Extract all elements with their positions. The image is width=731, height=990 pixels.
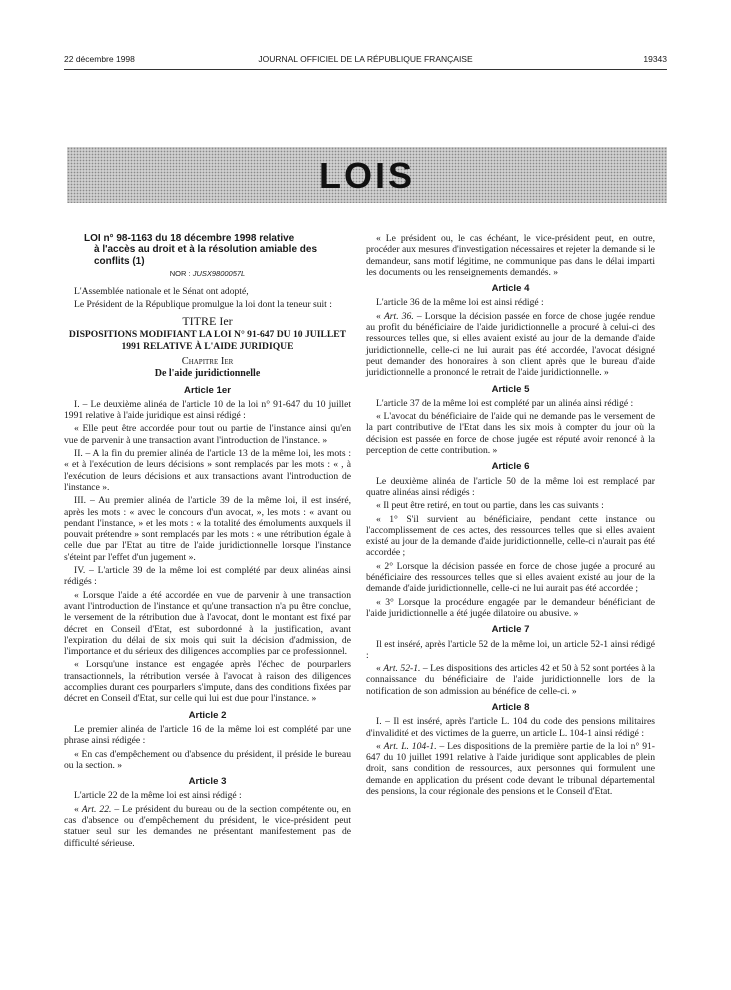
article-reference: Art. L. 104-1. xyxy=(383,740,437,752)
article-reference: Art. 36. xyxy=(383,310,414,322)
article-paragraph: « Lorsque l'aide a été accordée en vue de parvenir à une transaction avant l'introduction de l'instance et qu'une transaction n'a pu être conclue, le versement de la rétribution due à l'avocat, dont le montant est fixé par décret en Conseil d'Etat, est subordonné à la justification, avant l'expiration du délai de six mois qui suit la décision d'admission, de l'importance et du sérieux des diligences accomplies par ce professionnel. xyxy=(64,589,351,658)
article-paragraph: Le premier alinéa de l'article 16 de la même loi est complété par une phrase ainsi rédigée : xyxy=(64,723,351,747)
article-paragraph: L'article 22 de la même loi est ainsi rédigé : xyxy=(74,790,242,802)
article-paragraph: « L'avocat du bénéficiaire de l'aide qui ne demande pas le versement de la part contributive de l'Etat dans les six mois à compter du jour où la décision est passée en force de chose jugée est réputé avoir renoncé à la perception de cette contribution. » xyxy=(366,411,655,457)
article-heading: Article 7 xyxy=(491,624,530,636)
article-paragraph: « 3° Lorsque la procédure engagée par le demandeur bénéficiant de l'aide juridictionnelle a été jugée dilatoire ou abusive. » xyxy=(366,596,655,619)
journal-title: JOURNAL OFFICIEL DE LA RÉPUBLIQUE FRANÇAISE xyxy=(258,54,473,64)
article-reference: Art. 22. xyxy=(81,803,112,815)
article-paragraph: « Il peut être retiré, en tout ou partie, dans les cas suivants : xyxy=(376,500,604,512)
page-number: 19343 xyxy=(643,54,667,64)
article-paragraph: « 2° Lorsque la décision passée en force de chose jugée a procuré au bénéficiaire des ressources telles que si elles avaient existé au jour de la demande d'aide juridictionnelle, celle-ci ne lui aurait pas été accordée ; xyxy=(366,560,655,595)
article-paragraph: Il est inséré, après l'article 52 de la même loi, un article 52-1 ainsi rédigé : xyxy=(366,638,655,661)
article-paragraph: III. – Au premier alinéa de l'article 39 de la même loi, il est inséré, après les mots : « avec le concours d'un avocat, », les mots : « avant ou pendant l'instance, » et les mots : « la totalité des émoluments auxquels il pouvait prétendre » sont remplacés par les mots : « une rétribution égale à celle due par l'Etat au titre de l'aide juridictionnelle lorsque l'instance s'éteint par l'effet d'un jugement ». xyxy=(64,495,351,563)
article-paragraph: IV. – L'article 39 de la même loi est complété par deux alinéas ainsi rédigés : xyxy=(64,565,351,588)
article-text: – Les dispositions des articles 42 et 50 à 52 sont portées à la connaissance du bénéficiaire de l'aide juridictionnelle lors de la notification de son admission au bénéfice de celle-ci. » xyxy=(366,663,655,697)
article-heading: Article 3 xyxy=(188,776,227,788)
article-paragraph: « Elle peut être accordée pour tout ou partie de l'instance ainsi qu'en vue de parvenir à une transaction avant l'introduction de l'instance. » xyxy=(64,423,351,446)
nor-reference xyxy=(64,268,351,279)
article-heading: Article 1er xyxy=(184,384,231,396)
article-heading: Article 4 xyxy=(491,283,530,295)
article-paragraph: « Art. 36. – Lorsque la décision passée en force de chose jugée rendue au profit du bénéficiaire de l'aide juridictionnelle a procuré à celui-ci des ressources telles que, si elles avaient existé au jour de la demande d'aide juridictionnelle, celle-ci ne lui aurait pas été accordée, l'avocat désigné peut demander des honoraires à son client après que le bureau d'aide juridictionnelle a prononcé le retrait de l'aide juridictionnelle. » xyxy=(366,310,655,379)
nor-code: JUSX9800057L xyxy=(192,269,246,279)
section-banner xyxy=(67,147,667,203)
article-paragraph: « Art. L. 104-1. – Les dispositions de la première partie de la loi n° 91-647 du 10 juillet 1991 relative à l'aide juridique sont applicables de plein droit, sans condition de ressources, aux personnes qui formulent une demande en application du présent code devant le tribunal départemental des pensions, la cour régionale des pensions et le Conseil d'Etat. xyxy=(366,740,655,798)
law-title xyxy=(84,233,351,267)
article-paragraph: I. – Le deuxième alinéa de l'article 10 de la loi n° 91-647 du 10 juillet 1991 relative à l'aide juridique est ainsi rédigé : xyxy=(64,398,351,422)
article-paragraph: Le deuxième alinéa de l'article 50 de la même loi est remplacé par quatre alinéas ainsi rédigés : xyxy=(366,475,655,498)
law-title-line-1: LOI n° 98-1163 du 18 décembre 1998 relative xyxy=(84,233,295,244)
article-reference: Art. 52-1. xyxy=(383,663,421,675)
left-column xyxy=(64,233,351,851)
page-header xyxy=(64,54,667,68)
article-paragraph: « Art. 52-1. – Les dispositions des articles 42 et 50 à 52 sont portées à la connaissance du bénéficiaire de l'aide juridictionnelle lors de la notification de son admission au bénéfice de celle-ci. » xyxy=(366,663,655,697)
intro-paragraph: Le Président de la République promulgue la loi dont la teneur suit : xyxy=(74,298,332,310)
article-heading: Article 2 xyxy=(188,709,227,721)
article-paragraph: « Le président ou, le cas échéant, le vice-président peut, en outre, procéder aux mesures d'investigation nécessaires et rejeter la demande si le demandeur, sans motif légitime, ne communique pas dans le délai imparti les documents ou les renseignements demandés. » xyxy=(366,233,655,278)
article-paragraph: « Lorsqu'une instance est engagée après l'échec de pourparlers transactionnels, la rétribution versée à l'avocat à raison des diligences accomplies durant ces pourparlers s'impute, dans des conditions fixées par décret en Conseil d'Etat, sur celle qui lui est due pour l'instance. » xyxy=(64,659,351,705)
chapitre-title: De l'aide juridictionnelle xyxy=(154,368,261,380)
article-paragraph: « En cas d'empêchement ou d'absence du président, il préside le bureau ou la section. » xyxy=(64,748,351,771)
banner-word: LOIS xyxy=(318,155,415,196)
article-paragraph: II. – A la fin du premier alinéa de l'article 13 de la même loi, les mots : « et à l'exécution de leurs décisions » sont remplacés par les mots : « , à l'exécution de leurs décisions et aux transactions avant l'introduction de l'instance ». xyxy=(64,448,351,493)
dispositions-heading: DISPOSITIONS MODIFIANT LA LOI N° 91-647 DU 10 JUILLET 1991 RELATIVE À L'AIDE JURIDIQUE xyxy=(68,329,347,352)
article-heading: Article 8 xyxy=(491,701,530,713)
intro-paragraph: L'Assemblée nationale et le Sénat ont adopté, xyxy=(74,285,249,297)
law-title-line-2: à l'accès au droit et à la résolution amiable des conflits (1) xyxy=(94,244,318,267)
header-date: 22 décembre 1998 xyxy=(64,54,135,64)
article-heading: Article 5 xyxy=(491,383,530,395)
header-rule xyxy=(64,69,667,70)
article-paragraph: « Art. 22. – Le président du bureau ou de la section compétente ou, en cas d'absence ou d'empêchement du président, le vice-président peut statuer seul sur les demandes ne présentant manifestement pas de difficulté sérieuse. xyxy=(64,803,351,849)
article-paragraph: I. – Il est inséré, après l'article L. 104 du code des pensions militaires d'invalidité et des victimes de la guerre, un article L. 104-1 ainsi rédigé : xyxy=(366,716,655,739)
article-heading: Article 6 xyxy=(491,461,530,473)
article-text: – Le président du bureau ou de la section compétente ou, en cas d'absence ou d'empêchement du président, le vice-président peut statuer seul sur les demandes ne présentant manifestement pas de difficulté sérieuse. xyxy=(64,803,351,849)
titre-heading: TITRE Ier xyxy=(182,314,233,329)
article-paragraph: L'article 36 de la même loi est ainsi rédigé : xyxy=(376,297,544,309)
nor-label: NOR : xyxy=(169,269,191,279)
article-text: – Les dispositions de la première partie de la loi n° 91-647 du 10 juillet 1991 relative à l'aide juridique sont applicables de plein droit, sans condition de ressources, aux personnes qui formulent une demande en application du présent code devant le tribunal départemental des pensions, la cour régionale des pensions et le Conseil d'Etat. xyxy=(366,740,655,798)
chapitre-heading: Chapitre Ier xyxy=(181,356,234,367)
article-text: – Lorsque la décision passée en force de chose jugée rendue au profit du bénéficiaire de l'aide juridictionnelle a procuré à celui-ci des ressources telles que, si elles avaient existé au jour de la demande d'aide juridictionnelle, celle-ci ne lui aurait pas été accordée, l'avocat désigné peut demander des honoraires à son client après que le bureau d'aide juridictionnelle a prononcé le retrait de l'aide juridictionnelle. » xyxy=(366,310,655,379)
right-column xyxy=(366,233,655,799)
article-paragraph: « 1° S'il survient au bénéficiaire, pendant cette instance ou l'accomplissement de ces actes, des ressources telles que si elles avaient existé au jour de la demande d'aide juridictionnelle, celle-ci n'aurait pas été accordée ; xyxy=(366,513,655,559)
article-paragraph: L'article 37 de la même loi est complété par un alinéa ainsi rédigé : xyxy=(376,397,634,409)
